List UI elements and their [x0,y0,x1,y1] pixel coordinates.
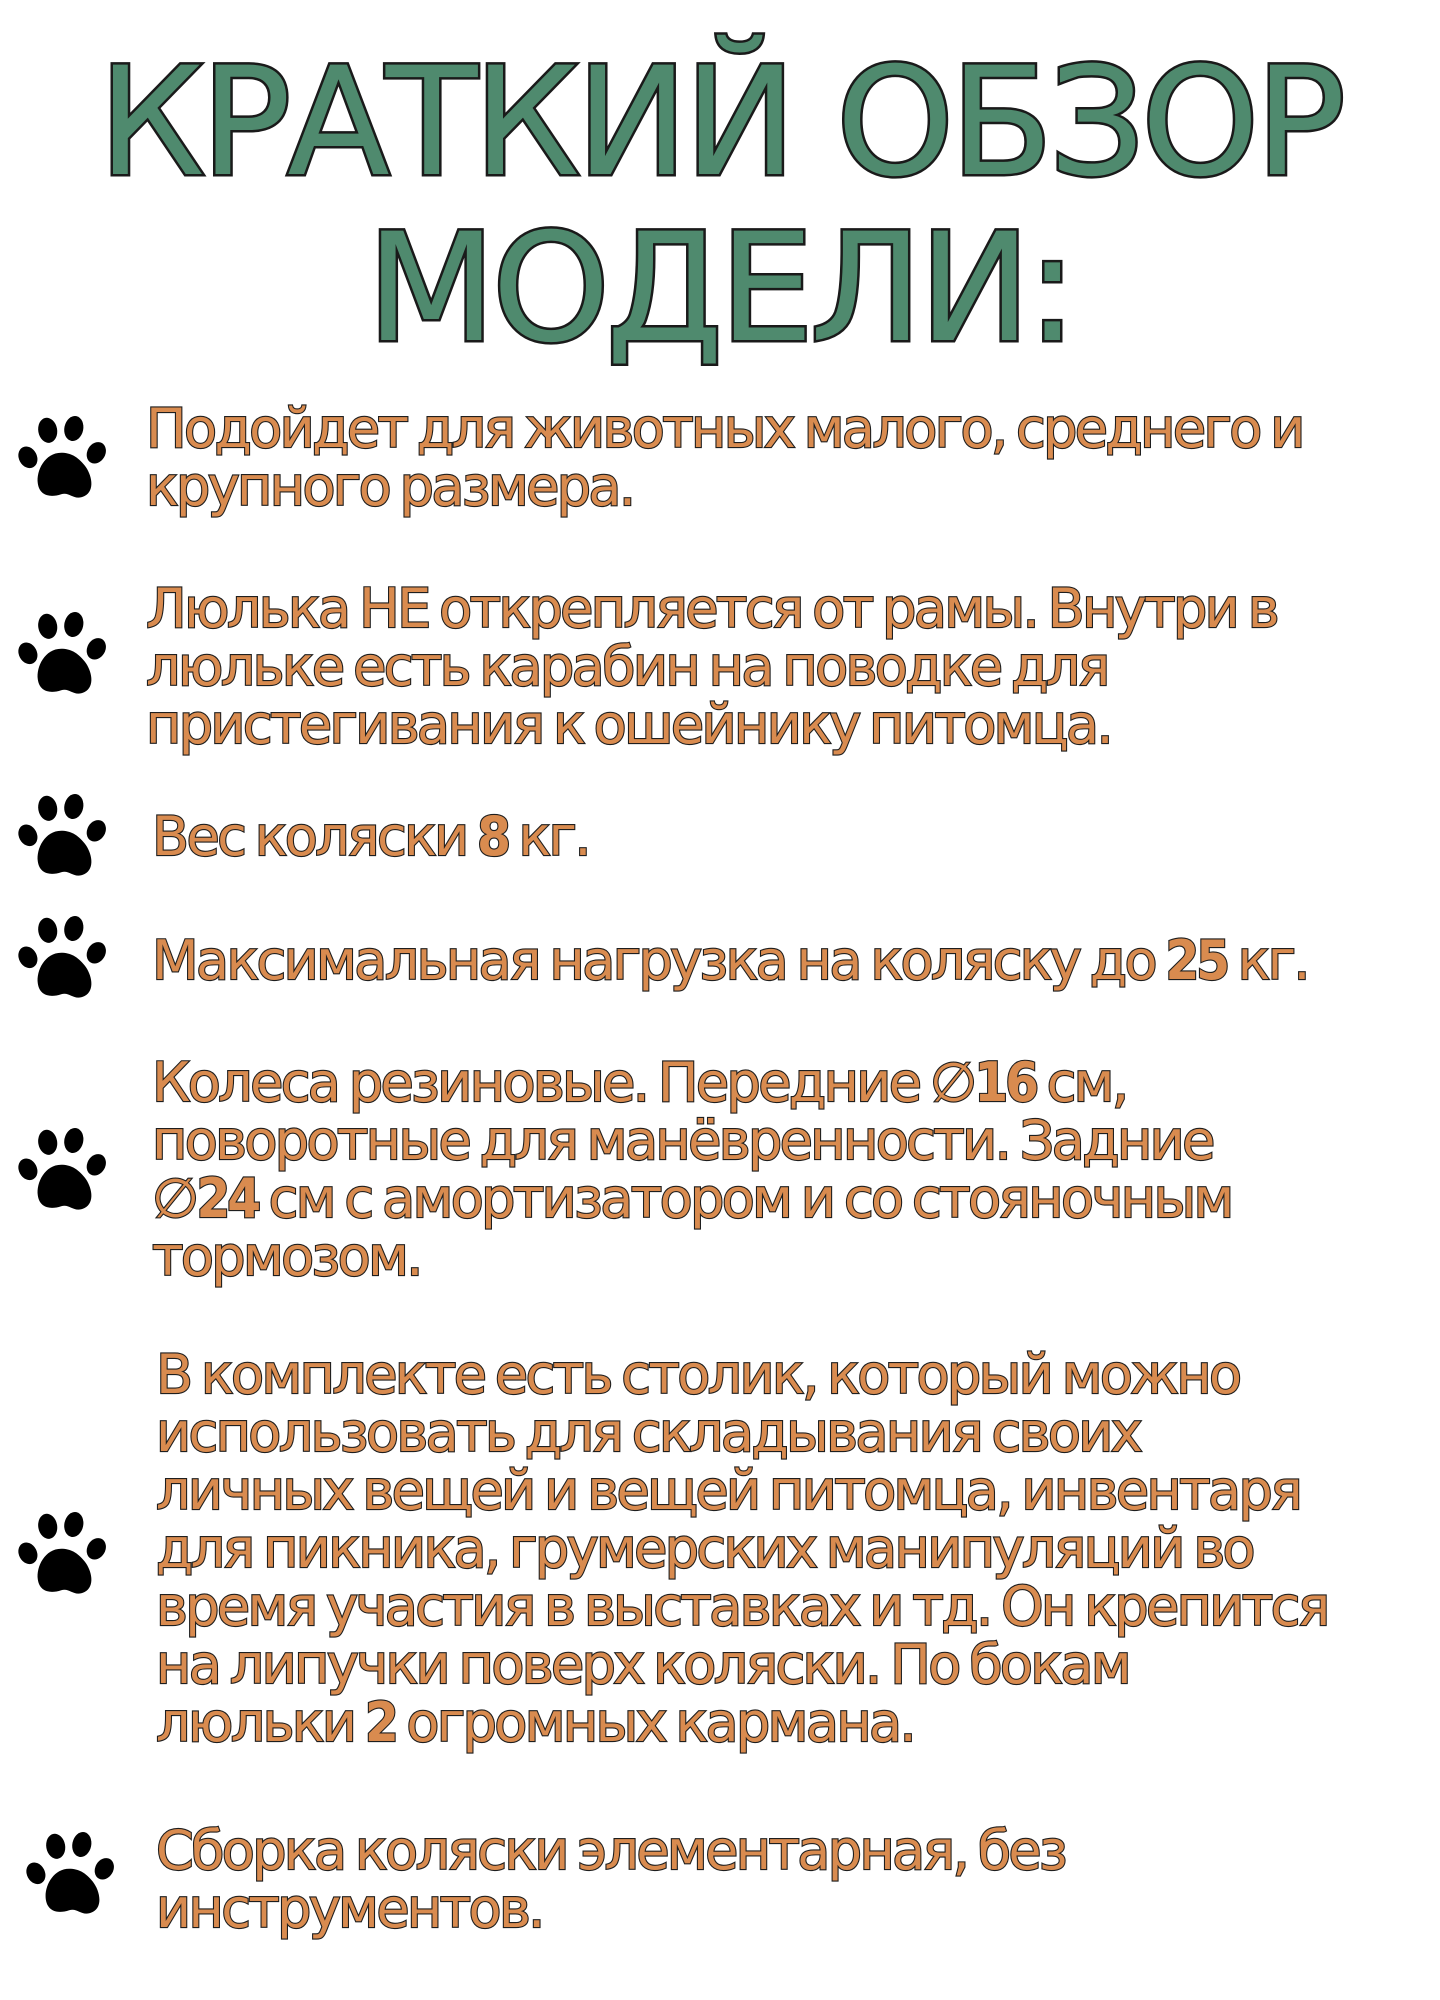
rear-wheel-diameter: 24 [196,1167,259,1230]
list-item-line: Сборка коляски элементарная, без [156,1819,1066,1882]
pockets-count: 2 [365,1691,396,1754]
page-title-line-1: КРАТКИЙ ОБЗОР [98,36,1342,210]
list-item-line: кг. [1227,929,1308,992]
list-item-line: люльки [156,1691,365,1754]
list-item-line: В комплекте есть столик, который можно [156,1343,1240,1406]
list-item-line: люльке есть карабин на поводке для [146,635,1108,698]
list-item-line: Вес коляски [152,805,478,868]
list-item-text [156,1819,1066,1940]
list-item-line: инструментов. [156,1877,543,1940]
list-item-text [152,1051,1232,1288]
list-item-line: см, [1036,1051,1127,1114]
paw-icon [18,610,108,702]
list-item-line: Люлька НЕ открепляется от рамы. Внутри в [146,577,1277,640]
paw-icon [18,1126,108,1218]
list-item-text [152,805,589,868]
list-item-text [146,397,1303,518]
list-item-line: использовать для складывания своих [156,1401,1141,1464]
list-item-text [152,929,1308,992]
list-item-line: личных вещей и вещей питомца, инвентаря [156,1459,1301,1522]
list-item-line: Подойдет для животных малого, среднего и [146,397,1303,460]
list-item-line: поворотные для манёвренности. Задние [152,1109,1213,1172]
list-item-line: см с амортизатором и со стояночным [258,1167,1232,1230]
page-title-line-2: МОДЕЛИ: [366,202,1074,376]
front-wheel-diameter: 16 [974,1051,1037,1114]
list-item-line: кг. [507,805,589,868]
paw-icon [18,414,108,506]
paw-icon [18,792,108,884]
list-item-line: крупного размера. [146,455,634,518]
list-item-line: пристегивания к ошейнику питомца. [146,693,1112,756]
weight-value: 8 [477,805,508,868]
paw-icon [18,914,108,1006]
list-item-line: для пикника, грумерских манипуляций во [156,1517,1253,1580]
list-item-text [146,577,1277,756]
list-item-line: огромных кармана. [395,1691,915,1754]
list-item-line: Колеса резиновые. Передние ∅ [152,1051,975,1114]
max-load-value: 25 [1165,929,1228,992]
page-title [0,36,1440,376]
list-item-line: на липучки поверх коляски. По бокам [156,1633,1129,1696]
list-item-line: ∅ [152,1167,197,1230]
list-item-text [156,1343,1328,1754]
list-item-line: тормозом. [152,1225,421,1288]
paw-icon [18,1510,108,1602]
list-item-line: Максимальная нагрузка на коляску до [152,929,1166,992]
paw-icon [26,1830,116,1922]
list-item-line: время участия в выставках и тд. Он крепится [156,1575,1328,1638]
